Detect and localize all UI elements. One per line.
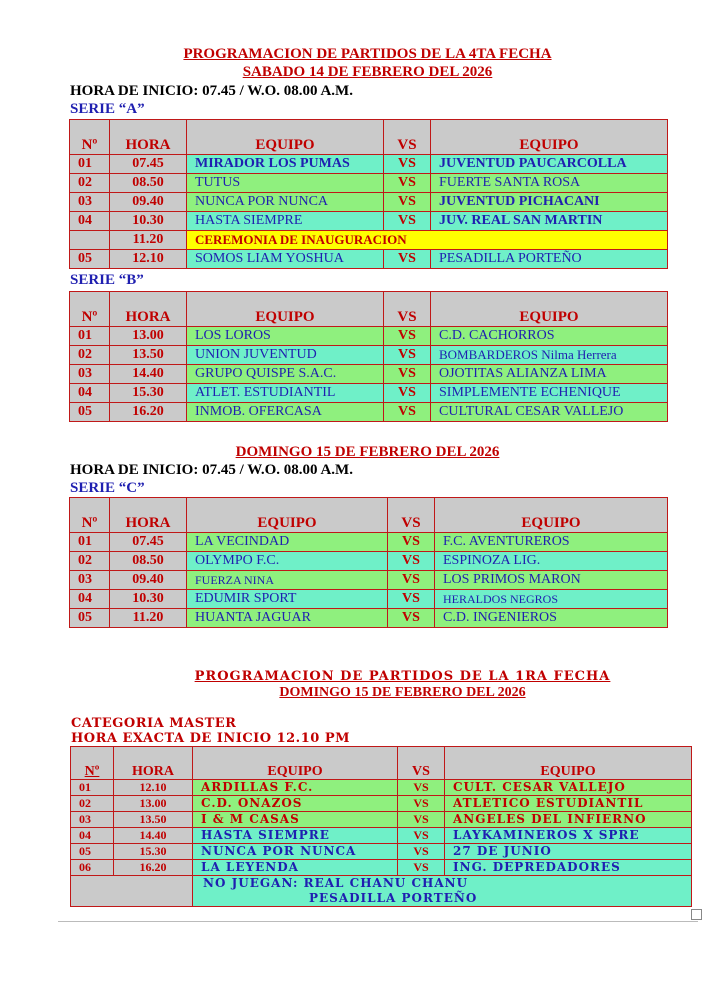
home-team: ARDILLAS F.C.: [193, 780, 398, 796]
master-table: [70, 746, 692, 907]
not-playing-line-2: PESADILLA PORTEÑO: [309, 891, 478, 905]
ceremony-label: CEREMONIA DE INAUGURACION: [187, 231, 668, 250]
header-equipo-home: EQUIPO: [187, 498, 388, 533]
vs-label: VS: [384, 193, 431, 212]
home-team: LOS LOROS: [187, 327, 384, 346]
home-team: INMOB. OFERCASA: [187, 403, 384, 422]
table-row: [70, 365, 668, 384]
match-number: 03: [70, 193, 110, 212]
header-hora: HORA: [110, 120, 187, 155]
section2-date: DOMINGO 15 DE FEBRERO DEL 2026: [235, 444, 500, 460]
match-time: 10.30: [110, 590, 187, 609]
home-team: MIRADOR LOS PUMAS: [187, 155, 384, 174]
home-team: UNION JUVENTUD: [187, 346, 384, 365]
match-number: 05: [70, 609, 110, 628]
table-row: [71, 796, 692, 812]
table-header: [70, 292, 668, 327]
table-row: [70, 327, 668, 346]
match-time: 09.40: [110, 571, 187, 590]
home-team: HASTA SIEMPRE: [193, 828, 398, 844]
table-row: [71, 860, 692, 876]
away-team: ESPINOZA LIG.: [435, 552, 668, 571]
match-number: 01: [70, 155, 110, 174]
match-time: 08.50: [110, 174, 187, 193]
vs-label: VS: [384, 155, 431, 174]
match-number: 05: [71, 844, 114, 860]
master-date: DOMINGO 15 DE FEBRERO DEL 2026: [279, 685, 526, 700]
match-time: 13.50: [110, 346, 187, 365]
header-equipo-home: EQUIPO: [187, 120, 384, 155]
home-team: C.D. ONAZOS: [193, 796, 398, 812]
table-row: [70, 552, 668, 571]
match-number: 01: [71, 780, 114, 796]
home-team: LA LEYENDA: [193, 860, 398, 876]
vs-label: VS: [398, 796, 445, 812]
match-number: 04: [70, 384, 110, 403]
section1-title: PROGRAMACION DE PARTIDOS DE LA 4TA FECHA: [183, 46, 552, 62]
table-row: [71, 828, 692, 844]
header-equipo-away: EQUIPO: [435, 498, 668, 533]
table-row: [70, 571, 668, 590]
header-vs: VS: [398, 747, 445, 780]
match-time: 15.30: [110, 384, 187, 403]
match-number: 02: [70, 346, 110, 365]
vs-label: VS: [384, 212, 431, 231]
away-team: CULTURAL CESAR VALLEJO: [431, 403, 668, 422]
match-time: 13.50: [114, 812, 193, 828]
table-row: [70, 403, 668, 422]
table-row: [70, 193, 668, 212]
away-team: CULT. CESAR VALLEJO: [445, 780, 692, 796]
header-equipo-home: EQUIPO: [193, 747, 398, 780]
table-row: [70, 212, 668, 231]
match-time: 14.40: [114, 828, 193, 844]
table-header: [70, 120, 668, 155]
master-category: CATEGORIA MASTER: [71, 716, 237, 731]
section2-start-time: HORA DE INICIO: 07.45 / W.O. 08.00 A.M.: [70, 462, 353, 478]
home-team: EDUMIR SPORT: [187, 590, 388, 609]
section1-start-time: HORA DE INICIO: 07.45 / W.O. 08.00 A.M.: [70, 83, 353, 99]
table-row: [71, 780, 692, 796]
match-number: 04: [70, 590, 110, 609]
match-time: 08.50: [110, 552, 187, 571]
away-team: JUVENTUD PICHACANI: [431, 193, 668, 212]
match-time: 16.20: [110, 403, 187, 422]
header-hora: HORA: [110, 498, 187, 533]
away-team: ANGELES DEL INFIERNO: [445, 812, 692, 828]
away-team: LAYKAMINEROS X SPRE: [445, 828, 692, 844]
match-time: 09.40: [110, 193, 187, 212]
serie-b-table: [69, 291, 668, 422]
match-number-empty: [70, 231, 110, 250]
away-team: JUVENTUD PAUCARCOLLA: [431, 155, 668, 174]
table-row: [70, 231, 668, 250]
vs-label: VS: [384, 346, 431, 365]
header-vs: VS: [384, 120, 431, 155]
match-time: 11.20: [110, 609, 187, 628]
serie-a-label: SERIE “A”: [70, 101, 145, 117]
vs-label: VS: [398, 780, 445, 796]
home-team: NUNCA POR NUNCA: [187, 193, 384, 212]
away-team: ATLETICO ESTUDIANTIL: [445, 796, 692, 812]
vs-label: VS: [384, 174, 431, 193]
match-time: 11.20: [110, 231, 187, 250]
header-n: Nº: [70, 498, 110, 533]
away-team: LOS PRIMOS MARON: [435, 571, 668, 590]
match-time: 15.30: [114, 844, 193, 860]
vs-label: VS: [388, 590, 435, 609]
table-row: [71, 844, 692, 860]
table-row: [71, 876, 692, 907]
vs-label: VS: [384, 384, 431, 403]
serie-c-label: SERIE “C”: [70, 480, 145, 496]
match-time: 13.00: [110, 327, 187, 346]
away-team: BOMBARDEROS Nilma Herrera: [431, 346, 668, 365]
vs-label: VS: [388, 533, 435, 552]
vs-label: VS: [388, 571, 435, 590]
header-equipo-home: EQUIPO: [187, 292, 384, 327]
home-team: I & M CASAS: [193, 812, 398, 828]
header-vs: VS: [388, 498, 435, 533]
not-playing-line-1: NO JUEGAN: REAL CHANU CHANU: [203, 876, 469, 890]
vs-label: VS: [384, 327, 431, 346]
header-hora: HORA: [110, 292, 187, 327]
table-row: [70, 250, 668, 269]
match-number: 01: [70, 533, 110, 552]
header-n: Nº: [71, 747, 114, 780]
table-row: [71, 812, 692, 828]
match-time: 14.40: [110, 365, 187, 384]
match-time: 12.10: [110, 250, 187, 269]
home-team: FUERZA NINA: [187, 571, 388, 590]
master-title: PROGRAMACION DE PARTIDOS DE LA 1RA FECHA: [194, 669, 611, 684]
table-row: [70, 346, 668, 365]
header-equipo-away: EQUIPO: [431, 292, 668, 327]
not-playing-note: [193, 876, 692, 907]
away-team: F.C. AVENTUREROS: [435, 533, 668, 552]
header-vs: VS: [384, 292, 431, 327]
table-header: [71, 747, 692, 780]
match-time: 13.00: [114, 796, 193, 812]
match-time: 16.20: [114, 860, 193, 876]
header-n: Nº: [70, 120, 110, 155]
away-team: HERALDOS NEGROS: [435, 590, 668, 609]
home-team: ATLET. ESTUDIANTIL: [187, 384, 384, 403]
vs-label: VS: [398, 812, 445, 828]
home-team: OLYMPO F.C.: [187, 552, 388, 571]
table-row: [70, 609, 668, 628]
vs-label: VS: [398, 828, 445, 844]
header-hora: HORA: [114, 747, 193, 780]
away-team: C.D. CACHORROS: [431, 327, 668, 346]
match-time: 07.45: [110, 155, 187, 174]
section1-date: SABADO 14 DE FEBRERO DEL 2026: [242, 64, 493, 80]
match-number: 03: [70, 571, 110, 590]
away-team: ING. DEPREDADORES: [445, 860, 692, 876]
match-time: 10.30: [110, 212, 187, 231]
away-team: FUERTE SANTA ROSA: [431, 174, 668, 193]
away-team: PESADILLA PORTEÑO: [431, 250, 668, 269]
vs-label: VS: [388, 552, 435, 571]
table-row: [70, 384, 668, 403]
match-number: 04: [71, 828, 114, 844]
home-team: HASTA SIEMPRE: [187, 212, 384, 231]
table-row: [70, 155, 668, 174]
note-empty-cell: [71, 876, 193, 907]
master-start-time: HORA EXACTA DE INICIO 12.10 PM: [71, 731, 350, 746]
home-team: GRUPO QUISPE S.A.C.: [187, 365, 384, 384]
table-row: [70, 590, 668, 609]
away-team: 27 DE JUNIO: [445, 844, 692, 860]
home-team: SOMOS LIAM YOSHUA: [187, 250, 384, 269]
home-team: NUNCA POR NUNCA: [193, 844, 398, 860]
vs-label: VS: [384, 250, 431, 269]
vs-label: VS: [398, 844, 445, 860]
match-number: 02: [71, 796, 114, 812]
home-team: TUTUS: [187, 174, 384, 193]
home-team: LA VECINDAD: [187, 533, 388, 552]
home-team: HUANTA JAGUAR: [187, 609, 388, 628]
away-team: SIMPLEMENTE ECHENIQUE: [431, 384, 668, 403]
match-number: 04: [70, 212, 110, 231]
resize-handle-icon: [691, 909, 702, 920]
header-n: Nº: [70, 292, 110, 327]
serie-a-table: [69, 119, 668, 269]
match-number: 03: [71, 812, 114, 828]
match-number: 03: [70, 365, 110, 384]
match-time: 12.10: [114, 780, 193, 796]
page-divider: [58, 921, 698, 922]
away-team: OJOTITAS ALIANZA LIMA: [431, 365, 668, 384]
header-equipo-away: EQUIPO: [431, 120, 668, 155]
serie-b-label: SERIE “B”: [70, 272, 144, 288]
vs-label: VS: [384, 365, 431, 384]
match-number: 02: [70, 552, 110, 571]
match-number: 01: [70, 327, 110, 346]
match-number: 05: [70, 403, 110, 422]
vs-label: VS: [388, 609, 435, 628]
match-time: 07.45: [110, 533, 187, 552]
table-row: [70, 533, 668, 552]
header-equipo-away: EQUIPO: [445, 747, 692, 780]
match-number: 06: [71, 860, 114, 876]
table-row: [70, 174, 668, 193]
away-team: C.D. INGENIEROS: [435, 609, 668, 628]
serie-c-table: [69, 497, 668, 628]
vs-label: VS: [398, 860, 445, 876]
away-team: JUV. REAL SAN MARTIN: [431, 212, 668, 231]
vs-label: VS: [384, 403, 431, 422]
match-number: 05: [70, 250, 110, 269]
match-number: 02: [70, 174, 110, 193]
table-header: [70, 498, 668, 533]
